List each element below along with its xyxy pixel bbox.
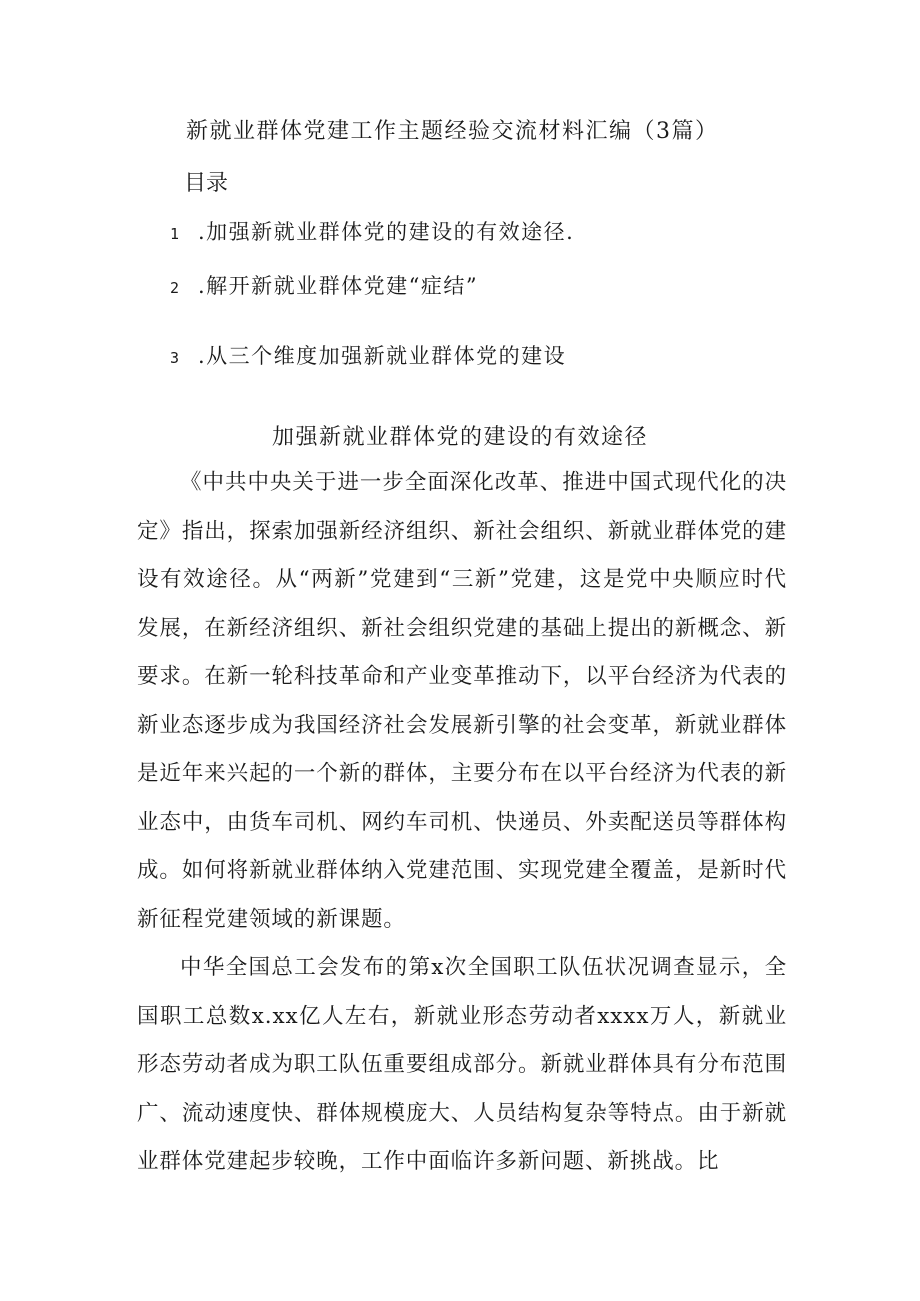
body-paragraph: 《中共中央关于进一步全面深化改革、推进中国式现代化的决定》指出，探索加强新经济组织、新社会组织、新就业群体党的建设有效途径。从“两新”党建到“三新”党建，这是党中央顺应时代发展，在新经济组织、新社会组织党建的基础上提出的新概念、新要求。在新一轮科技革命和产业变革推动下，以平台经济为代表的新业态逐步成为我国经济社会发展新引擎的社会变革，新就业群体是近年来兴起的一个新的群体，主要分布在以平台经济为代表的新业态中，由货车司机、网约车司机、快递员、外卖配送员等群体构成。如何将新就业群体纳入党建范围、实现党建全覆盖，是新时代新征程党建领域的新课题。 — [137, 470, 787, 932]
toc-item-text: .从三个维度加强新就业群体党的建设 — [198, 344, 567, 368]
toc-item-text: .解开新就业群体党建“症结” — [198, 274, 479, 298]
toc-item-number: 1 — [170, 225, 181, 243]
toc-item[interactable] — [170, 216, 574, 246]
body-paragraph: 中华全国总工会发布的第x次全国职工队伍状况调查显示，全国职工总数x.xx亿人左右，新就业形态劳动者xxxx万人，新就业形态劳动者成为职工队伍重要组成部分。新就业群体具有分布范围广、流动速度快、群体规模庞大、人员结构复杂等特点。由于新就业群体党建起步较晚，工作中面临许多新问题、新挑战。比 — [137, 955, 787, 1174]
toc-item[interactable] — [170, 270, 478, 300]
toc-heading: 目录 — [184, 171, 229, 196]
toc-item-number: 2 — [170, 279, 181, 297]
toc-item[interactable] — [170, 340, 566, 370]
toc-item-text: .加强新就业群体党的建设的有效途径. — [198, 220, 575, 244]
toc-item-number: 3 — [170, 349, 181, 367]
section-title: 加强新就业群体党的建设的有效途径 — [271, 425, 648, 450]
document-title: 新就业群体党建工作主题经验交流材料汇编（3篇） — [186, 119, 719, 144]
